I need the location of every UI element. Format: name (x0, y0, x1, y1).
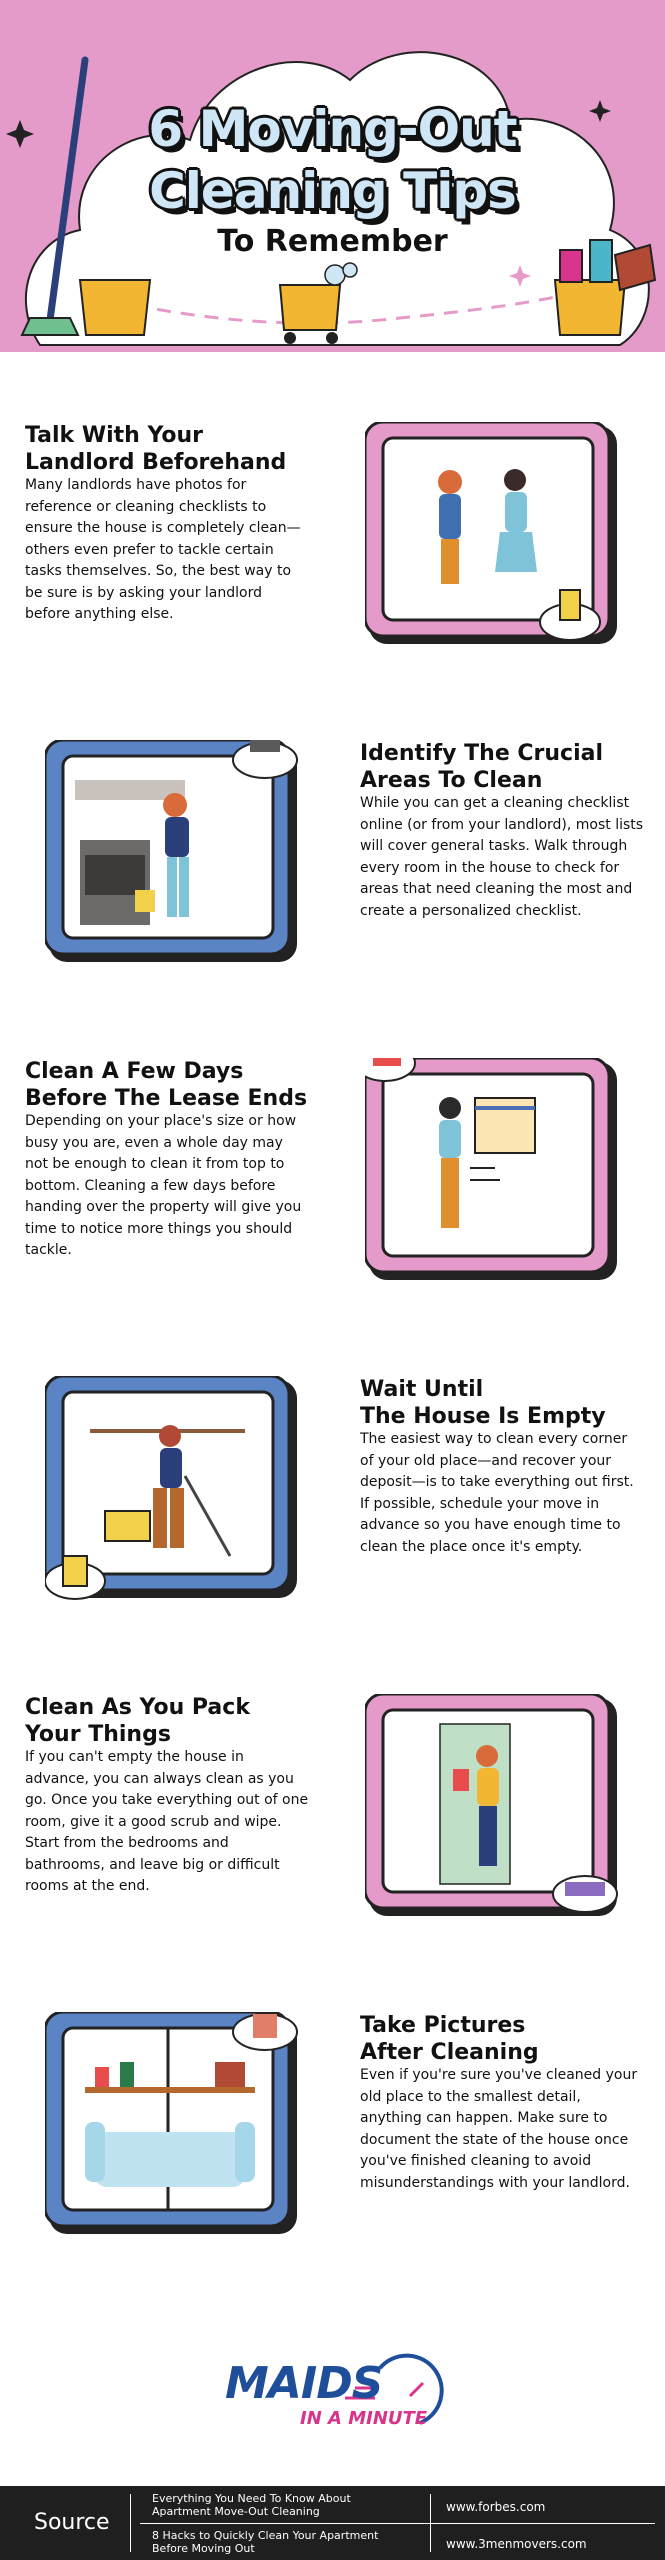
logo-main-text: MAIDS (225, 2358, 383, 2409)
tip-body: The easiest way to clean every corner of your old place—and recover your deposit—is to take everything out first. If possible, schedule your move in advance so you have enough time to clean the place once it's empty. (360, 1431, 634, 1555)
tip-title: Clean As You Pack Your Things (25, 1695, 250, 1747)
tip-body: While you can get a cleaning checklist online (or from your landlord), most lists will cover general tasks. Walk through every room in the house to check for areas that need cleaning the most and create a personalized checklist. (360, 795, 644, 919)
source-title: 8 Hacks to Quickly Clean Your Apartment Before Moving Out (152, 2529, 379, 2555)
tip-section-2 (0, 718, 665, 1018)
logo-sub-text: IN A MINUTE (300, 2408, 428, 2429)
empty-living-room-illustration (45, 2012, 300, 2237)
tip-section-1 (0, 400, 665, 700)
title-line-1: 6 Moving-Out (148, 100, 517, 158)
source-label: Source (34, 2510, 110, 2535)
woman-checking-calendar-illustration (365, 1058, 620, 1283)
tip-title: Take Pictures After Cleaning (360, 2013, 539, 2065)
two-women-talking-illustration (365, 422, 620, 647)
tip-section-4 (0, 1354, 665, 1654)
tip-title: Wait Until The House Is Empty (360, 1377, 606, 1429)
title-line-2: Cleaning Tips (149, 162, 516, 220)
tip-section-5 (0, 1672, 665, 1972)
divider (130, 2494, 131, 2552)
header-banner (0, 0, 665, 352)
woman-wiping-door-illustration (365, 1694, 620, 1919)
woman-mopping-floor-illustration (45, 1376, 300, 1601)
tip-body: If you can't empty the house in advance, you can always clean as you go. Once you take everything out of one room, give it a good scrub and wipe. Start from the bedrooms and bathrooms, and leave big or difficult rooms at the end. (25, 1749, 309, 1894)
title-line-3: To Remember (217, 224, 448, 259)
footer-sources (0, 2486, 665, 2560)
source-url[interactable]: www.forbes.com (446, 2500, 546, 2514)
divider (140, 2523, 655, 2524)
tip-body: Depending on your place's size or how busy you are, even a whole day may not be enough to clean it from top to bottom. Cleaning a few days before handing over the property will give you time to notice more things you should tackle. (25, 1113, 302, 1258)
tip-title: Identify The Crucial Areas To Clean (360, 741, 604, 793)
tip-section-6 (0, 1990, 665, 2290)
maids-in-a-minute-logo (205, 2348, 460, 2438)
source-title: Everything You Need To Know About Apartment Move-Out Cleaning (152, 2492, 351, 2518)
tip-body: Many landlords have photos for reference or cleaning checklists to ensure the house is completely clean—others even prefer to tackle certain tasks themselves. So, the best way to be sure is by asking your landlord before anything else. (25, 477, 301, 622)
woman-cleaning-stove-illustration (45, 740, 300, 965)
source-url[interactable]: www.3menmovers.com (446, 2537, 587, 2551)
tip-title: Clean A Few Days Before The Lease Ends (25, 1059, 308, 1111)
tip-section-3 (0, 1036, 665, 1336)
tip-title: Talk With Your Landlord Beforehand (25, 423, 287, 475)
tip-body: Even if you're sure you've cleaned your old place to the smallest detail, anything can happen. Make sure to document the state of the house once you've finished cleaning to avoid misunderstandings with your landlord. (360, 2067, 638, 2191)
